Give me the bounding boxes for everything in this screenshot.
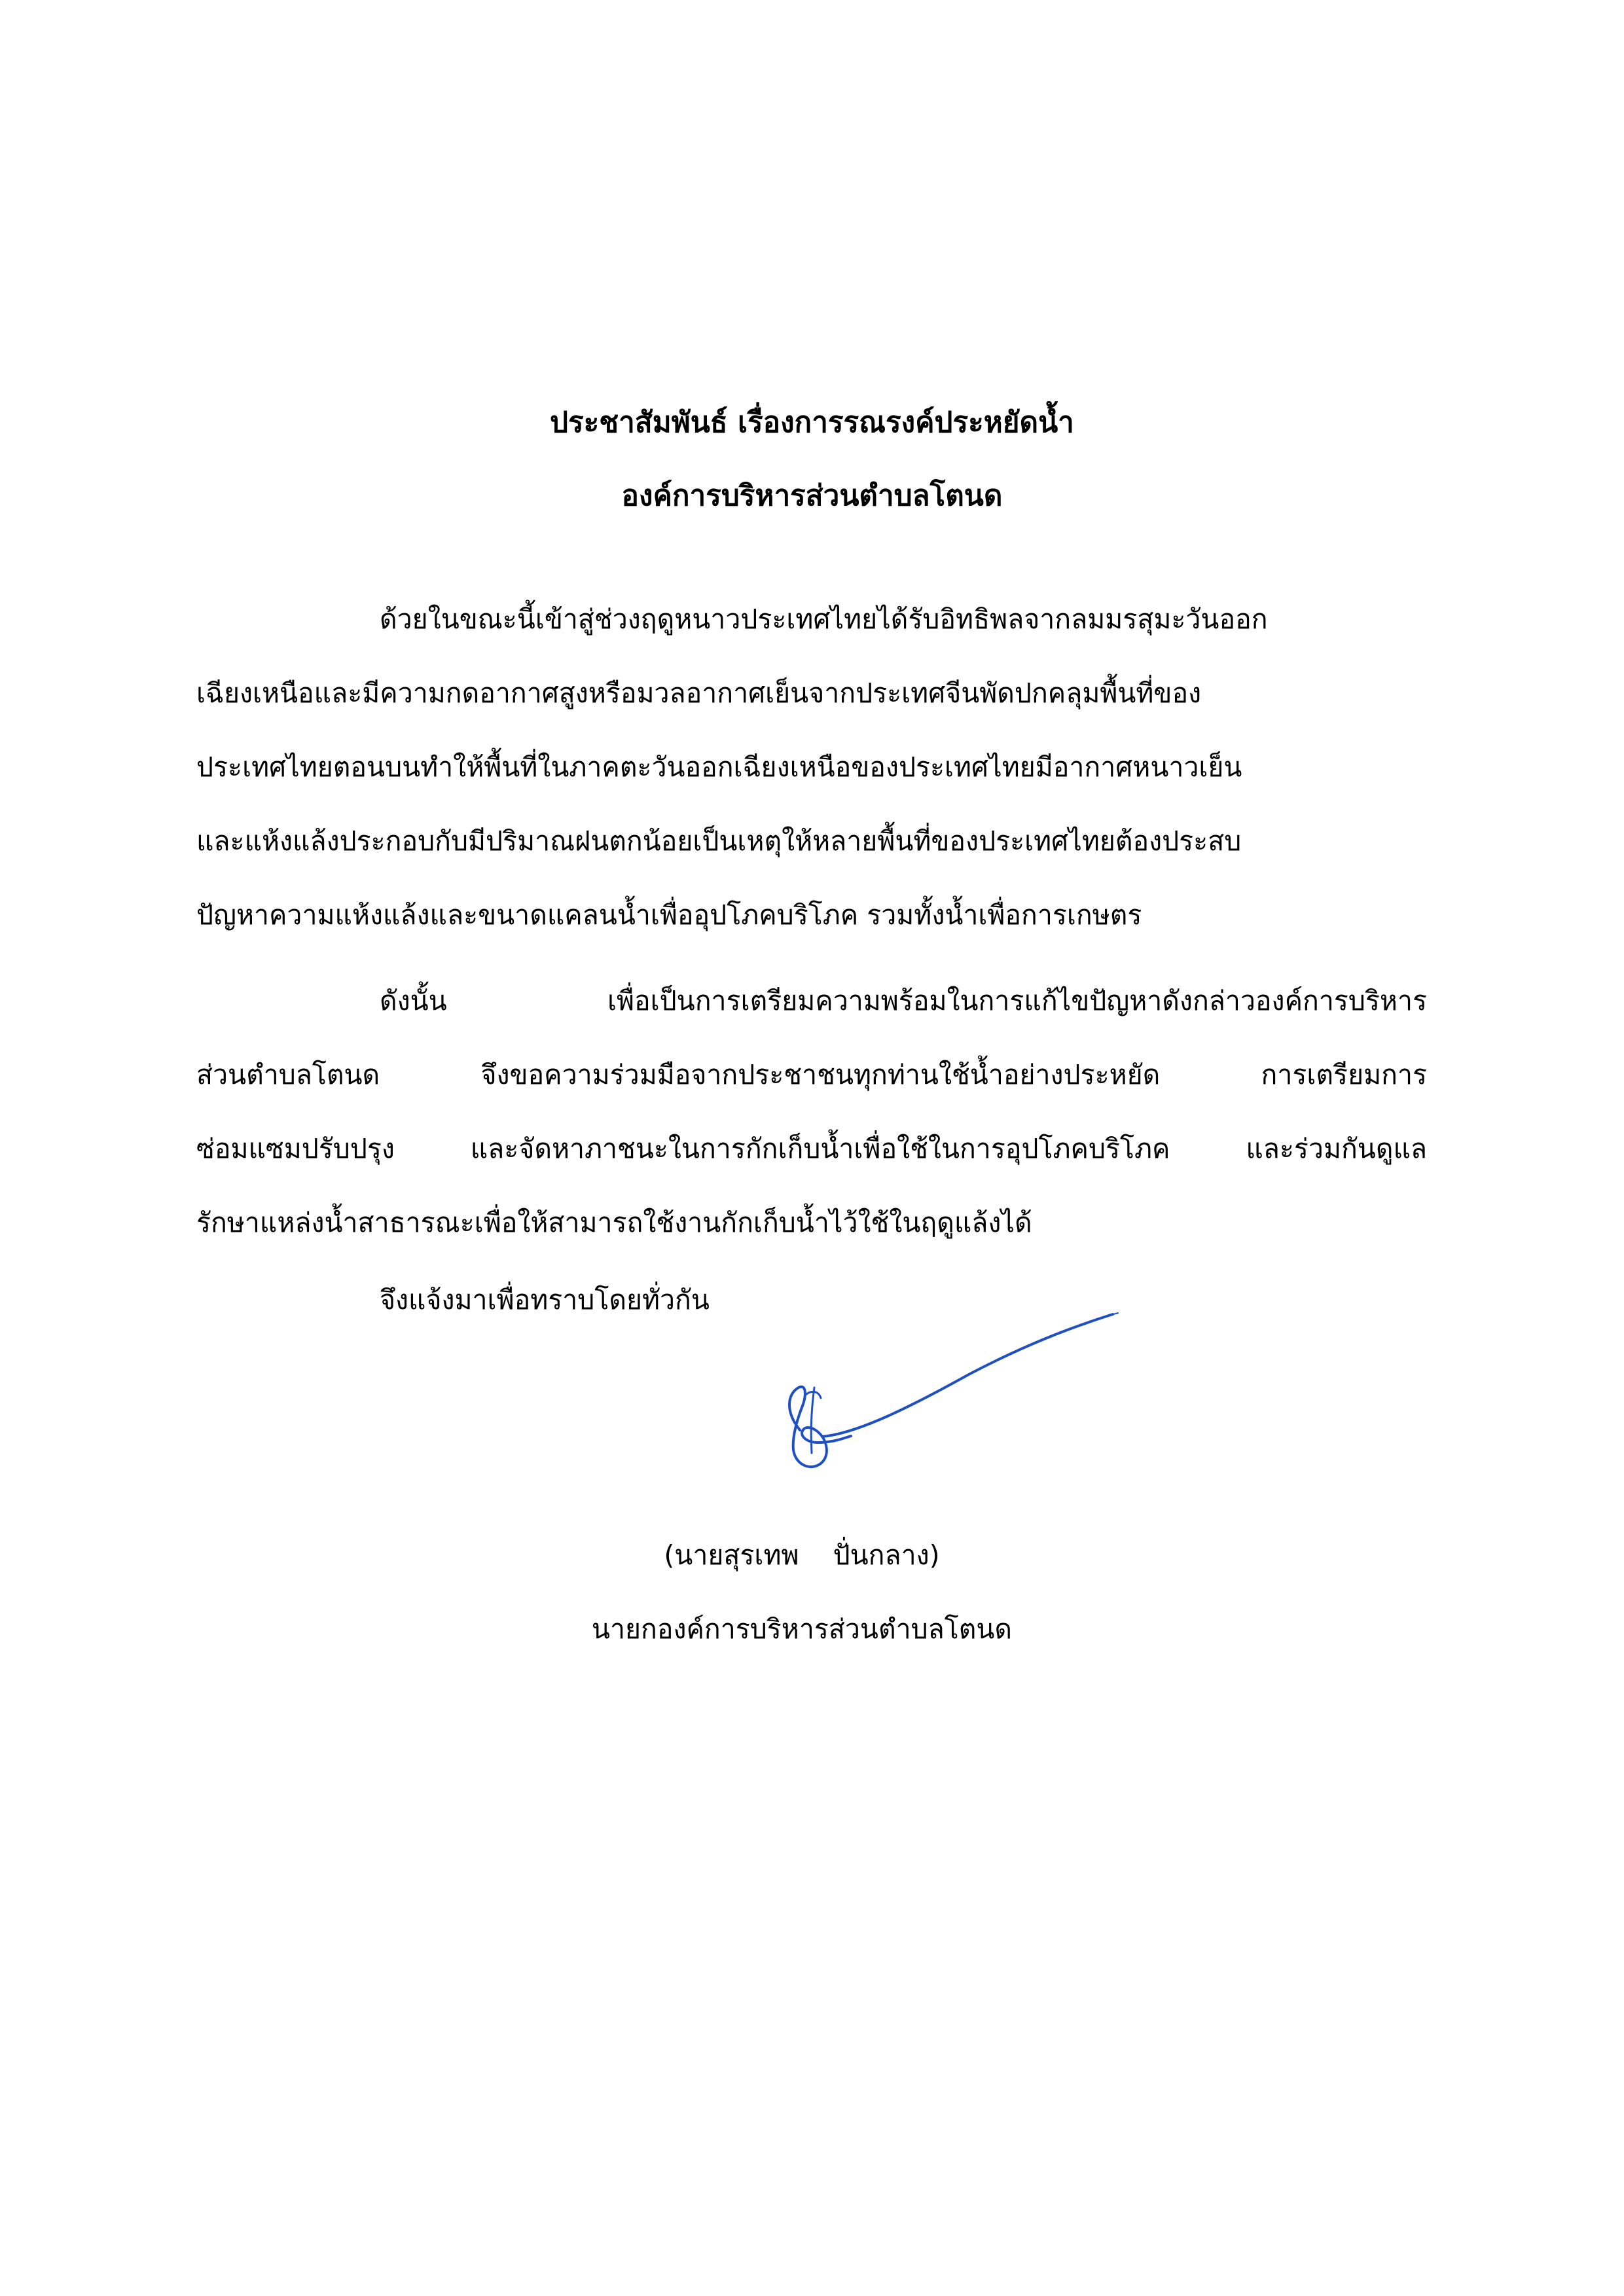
- paragraph-spacer: [196, 952, 1427, 964]
- signer-position: นายกองค์การบริหารส่วนตำบลโตนด: [591, 1613, 1013, 1645]
- paragraph-1-line: ด้วยในขณะนี้เข้าสู่ช่วงฤดูหนาวประเทศไทยได้รับอิทธิพลจากลมมรสุมะวันออก: [380, 603, 1268, 635]
- paragraph-2-line: ซ่อมแซมปรับปรุง และจัดหาภาชนะในการกักเก็บน้ำเพื่อใช้ในการอุปโภคบริโภค และร่วมกันดูแล: [196, 1133, 1427, 1164]
- paragraph-1-line: เฉียงเหนือและมีความกดอากาศสูงหรือมวลอากาศเย็นจากประเทศจีนพัดปกคลุมพื้นที่ของ: [196, 677, 1202, 709]
- document-header: [196, 386, 1428, 533]
- paragraph-1-line: ปัญหาความแห้งแล้งและขนาดแคลนน้ำเพื่ออุปโภคบริโภค รวมทั้งน้ำเพื่อการเกษตร: [196, 899, 1142, 931]
- paragraph-1-line: ประเทศไทยตอนบนทำให้พื้นที่ในภาคตะวันออกเฉียงเหนือของประเทศไทยมีอากาศหนาวเย็น: [196, 751, 1242, 783]
- document-body: [196, 583, 1427, 1260]
- handwritten-signature: [759, 1302, 1126, 1499]
- paragraph-2: [196, 964, 1427, 1260]
- organization-name: องค์การบริหารส่วนตำบลโตนด: [621, 479, 1003, 512]
- signatory-block: [458, 1518, 1146, 1666]
- signer-name: (นายสุรเทพ ปั่นกลาง): [664, 1539, 940, 1571]
- paragraph-2-line: ดังนั้น เพื่อเป็นการเตรียมความพร้อมในการแก้ไขปัญหาดังกล่าวองค์การบริหาร: [380, 985, 1427, 1016]
- signature-main-stroke: [822, 1314, 1113, 1437]
- paragraph-1: [196, 583, 1427, 952]
- paragraph-2-line: รักษาแหล่งน้ำสาธารณะเพื่อให้สามารถใช้งานกักเก็บน้ำไว้ใช้ในฤดูแล้งได้: [196, 1207, 1032, 1238]
- signature-tail-stroke: [1060, 1313, 1118, 1332]
- closing-statement: จึงแจ้งมาเพื่อทราบโดยทั่วกัน: [380, 1284, 710, 1316]
- paragraph-1-line: และแห้งแล้งประกอบกับมีปริมาณฝนตกน้อยเป็นเหตุให้หลายพื้นที่ของประเทศไทยต้องประสบ: [196, 825, 1242, 857]
- paragraph-2-line: ส่วนตำบลโตนด จึงขอความร่วมมือจากประชาชนทุกท่านใช้น้ำอย่างประหยัด การเตรียมการ: [196, 1059, 1427, 1090]
- document-title: ประชาสัมพันธ์ เรื่องการรณรงค์ประหยัดน้ำ: [550, 406, 1074, 439]
- signature-loop-stroke: [789, 1387, 851, 1467]
